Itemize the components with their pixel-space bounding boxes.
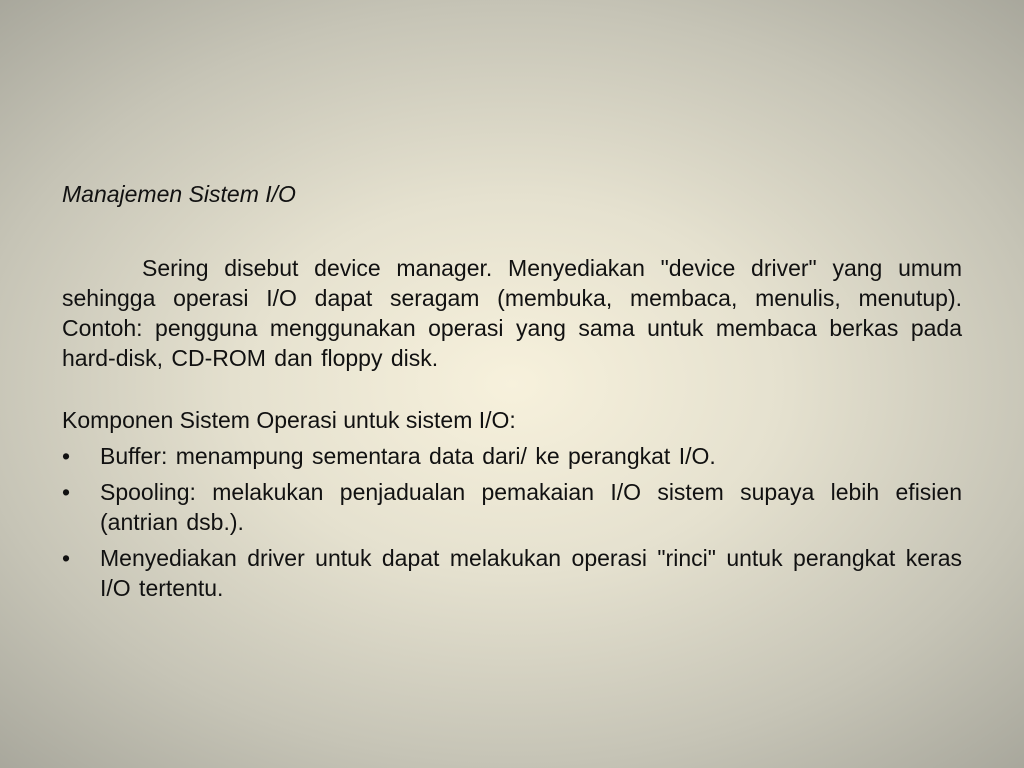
components-heading: Komponen Sistem Operasi untuk sistem I/O: — [62, 406, 516, 433]
bullet-icon: • — [62, 442, 71, 469]
list-item — [62, 543, 962, 603]
list-item — [62, 477, 962, 537]
bullet-icon: • — [62, 478, 71, 505]
list-item — [62, 441, 962, 471]
intro-paragraph: Sering disebut device manager. Menyediakan "device driver" yang umum sehingga operasi I/O dapat seragam (membuka, membaca, menulis, menutup). Contoh: pengguna menggunakan operasi yang sama untuk membaca berkas pada hard-disk, CD-ROM dan floppy disk. — [62, 254, 962, 371]
slide-content — [62, 180, 962, 609]
bullet-text: Spooling: melakukan penjadualan pemakaian I/O sistem supaya lebih efisien (antrian dsb.). — [100, 478, 962, 535]
slide-title: Manajemen Sistem I/O — [62, 181, 296, 207]
bullet-text: Menyediakan driver untuk dapat melakukan operasi "rinci" untuk perangkat keras I/O tertentu. — [100, 544, 962, 601]
components-list — [62, 441, 962, 603]
bullet-icon: • — [62, 544, 71, 571]
bullet-text: Buffer: menampung sementara data dari/ ke perangkat I/O. — [100, 442, 716, 469]
